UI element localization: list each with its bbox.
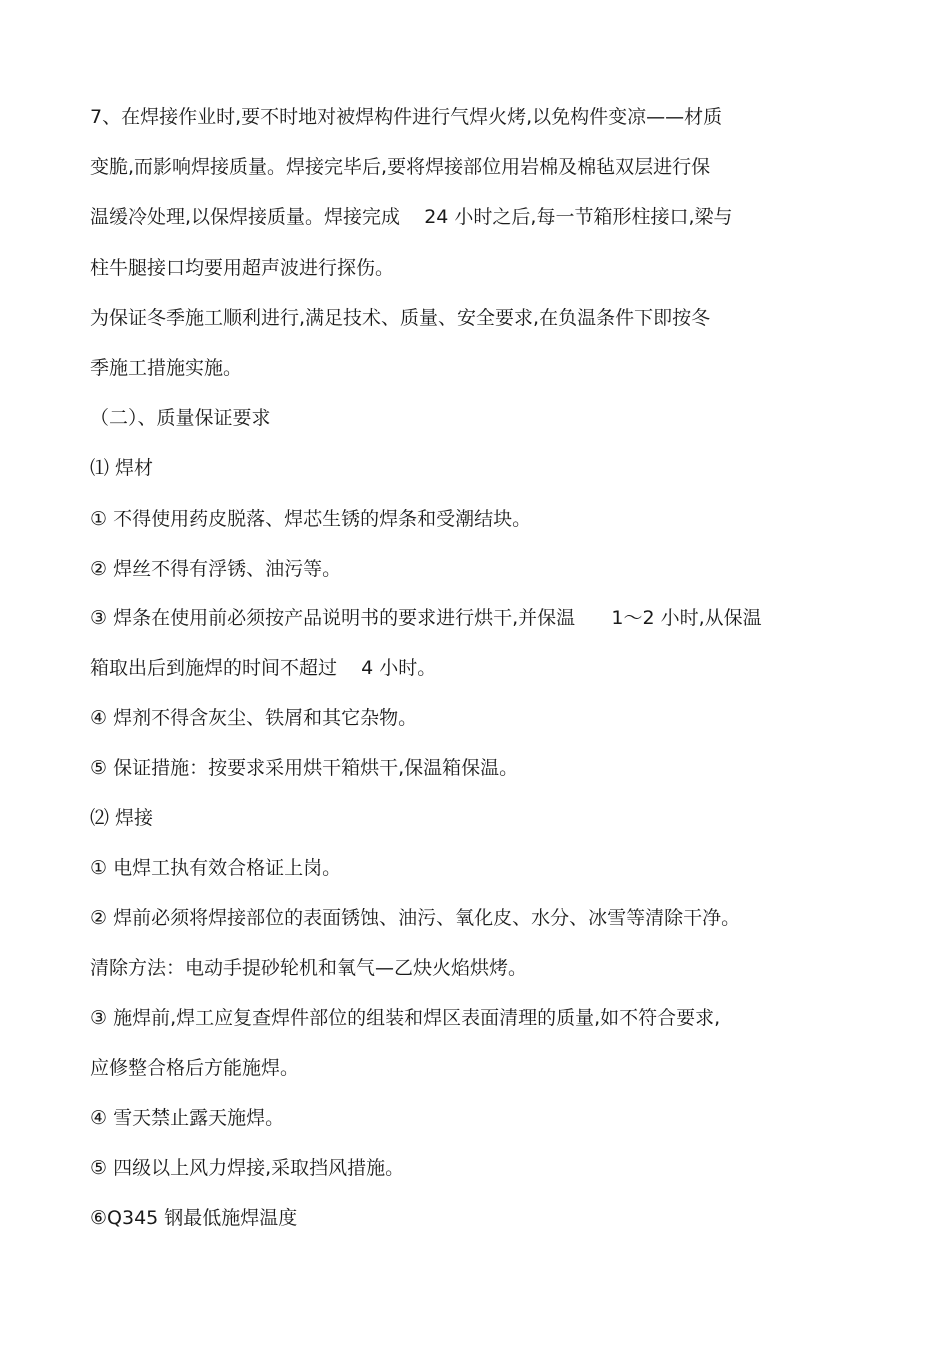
list-item: ⑤ 四级以上风力焊接,采取挡风措施。: [90, 1157, 405, 1179]
paragraph-line: 季施工措施实施。: [90, 357, 243, 379]
list-item: ① 电焊工执有效合格证上岗。: [90, 857, 342, 879]
paragraph-line: 为保证冬季施工顺利进行,满足技术、质量、安全要求,在负温条件下即按冬: [90, 307, 711, 329]
list-item: ① 不得使用药皮脱落、焊芯生锈的焊条和受潮结块。: [90, 508, 532, 530]
list-item: ④ 雪天禁止露天施焊。: [90, 1107, 285, 1129]
list-item: ④ 焊剂不得含灰尘、铁屑和其它杂物。: [90, 707, 418, 729]
paragraph-line: 温缓冷处理,以保焊接质量。焊接完成 24 小时之后,每一节箱形柱接口,梁与: [90, 206, 733, 228]
paragraph-line: 柱牛腿接口均要用超声波进行探伤。: [90, 257, 395, 279]
list-item-continuation: 清除方法：电动手提砂轮机和氧气—乙炔火焰烘烤。: [90, 957, 528, 979]
list-item-continuation: 应修整合格后方能施焊。: [90, 1057, 300, 1079]
list-item-continuation: 箱取出后到施焊的时间不超过 4 小时。: [90, 657, 437, 679]
list-item: ③ 施焊前,焊工应复查焊件部位的组装和焊区表面清理的质量,如不符合要求,: [90, 1007, 721, 1029]
list-item: ③ 焊条在使用前必须按产品说明书的要求进行烘干,并保温 1～2 小时,从保温: [90, 607, 762, 629]
list-item: ② 焊前必须将焊接部位的表面锈蚀、油污、氧化皮、水分、冰雪等清除干净。: [90, 907, 741, 929]
subsection-heading: ⑴ 焊材: [90, 457, 154, 479]
subsection-heading: ⑵ 焊接: [90, 807, 154, 829]
section-heading: （二）、质量保证要求: [90, 407, 271, 429]
paragraph-line: 变脆,而影响焊接质量。焊接完毕后,要将焊接部位用岩棉及棉毡双层进行保: [90, 156, 711, 178]
paragraph-line: 7、在焊接作业时,要不时地对被焊构件进行气焊火烤,以免构件变凉——材质: [90, 106, 723, 128]
list-item: ⑥Q345 钢最低施焊温度: [90, 1207, 298, 1229]
list-item: ⑤ 保证措施：按要求采用烘干箱烘干,保温箱保温。: [90, 757, 519, 779]
list-item: ② 焊丝不得有浮锈、油污等。: [90, 558, 342, 580]
